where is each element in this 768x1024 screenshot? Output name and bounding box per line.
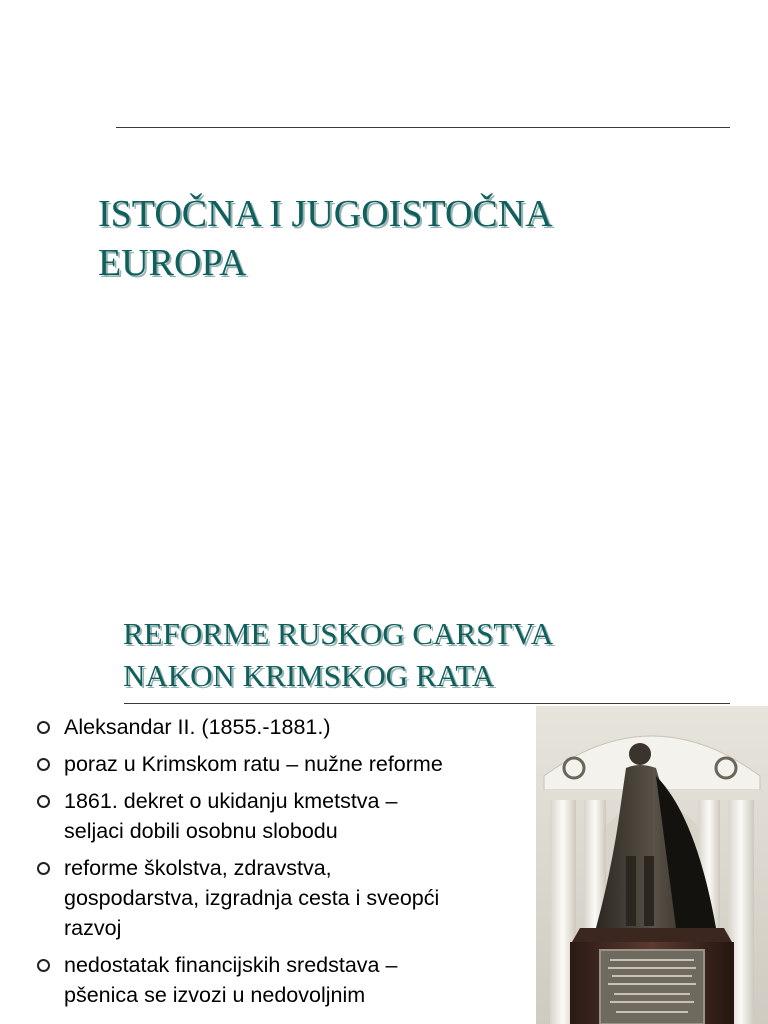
bullet-text: nedostatak financijskih sredstava – [64, 953, 398, 977]
bullet-circle-icon [37, 959, 50, 972]
bullet-item [36, 712, 526, 742]
slide-title [98, 190, 553, 288]
bullet-text: seljaci dobili osobnu slobodu [64, 819, 338, 843]
bullet-list [36, 712, 526, 1017]
bullet-circle-icon [37, 721, 50, 734]
monument-statue-image [536, 706, 768, 1024]
slide-title [123, 613, 553, 697]
bullet-text: gospodarstva, izgradnja cesta i sveopći [64, 886, 440, 910]
slide-title-line: REFORME RUSKOG CARSTVA [123, 616, 554, 651]
bullet-text: reforme školstva, zdravstva, [64, 856, 332, 880]
monument-photo [536, 706, 768, 1024]
bullet-circle-icon [37, 862, 50, 875]
bullet-text: poraz u Krimskom ratu – nužne reforme [64, 752, 443, 776]
bullet-circle-icon [37, 795, 50, 808]
bullet-text: razvoj [64, 916, 122, 940]
bullet-text: pšenica se izvozi u nedovoljnim [64, 983, 366, 1007]
bullet-item [36, 749, 526, 779]
slide-title-line: EUROPA [98, 242, 247, 284]
slide-2 [0, 600, 768, 1024]
slide-title-line: NAKON KRIMSKOG RATA [123, 658, 495, 693]
bullet-circle-icon [37, 758, 50, 771]
bullet-text: Aleksandar II. (1855.-1881.) [64, 715, 331, 739]
bullet-text: 1861. dekret o ukidanju kmetstva – [64, 789, 398, 813]
bullet-item [36, 950, 526, 1010]
slide-title-line: ISTOČNA I JUGOISTOČNA [98, 193, 553, 235]
bullet-item [36, 853, 526, 943]
title-rule [116, 127, 730, 128]
title-rule [124, 703, 730, 704]
bullet-item [36, 786, 526, 846]
